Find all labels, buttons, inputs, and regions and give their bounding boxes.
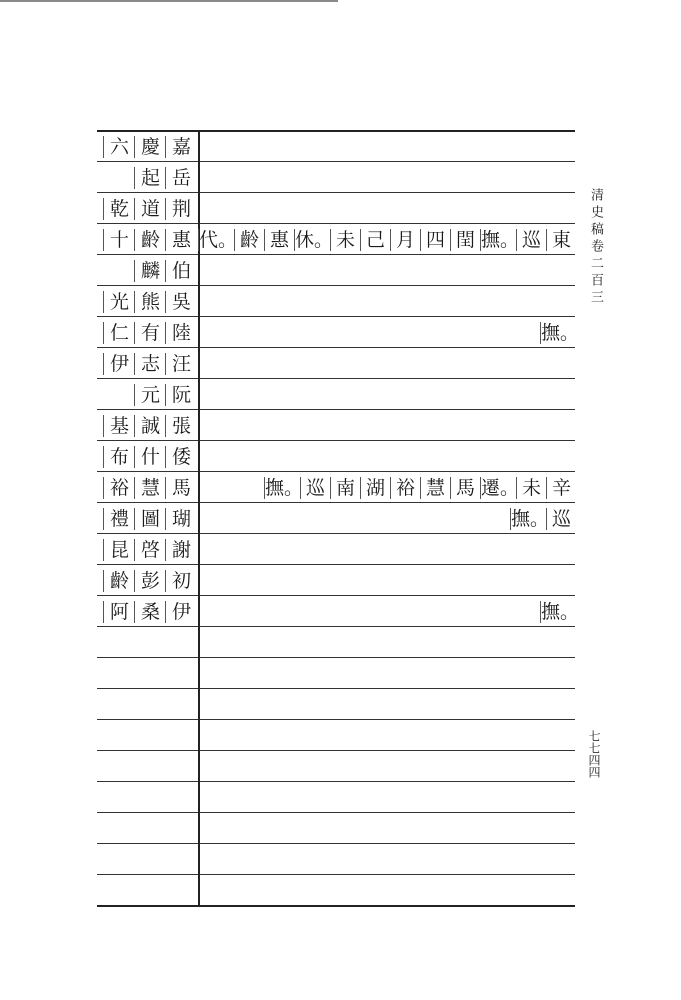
name-character: 慶 [134,136,165,158]
name-character: 彭 [134,570,165,592]
row-rule [97,657,575,658]
name-character: 十 [103,229,134,251]
name-character: 圖 [134,508,165,530]
name-character: 慧 [134,477,165,499]
record-character: 撫。 [265,476,304,499]
row-rule [97,905,575,907]
record-character: 惠 [264,229,294,251]
row-rule [97,812,575,813]
name-character: 裕 [103,477,134,499]
name-character: 起 [134,167,165,189]
name-character: 初 [165,570,196,592]
official-name-cell [100,286,196,317]
name-character: 有 [134,322,165,344]
appointment-record [264,472,576,503]
official-name-cell [100,317,196,348]
name-character: 乾 [103,198,134,220]
official-name-cell [100,379,196,410]
record-character: 閏 [450,229,480,251]
name-character: 張 [165,415,196,437]
official-name-cell [100,224,196,255]
row-rule [97,781,575,782]
record-character: 齡 [234,229,264,251]
official-name-cell [100,534,196,565]
name-character: 桑 [134,601,165,623]
record-character: 撫。 [481,228,520,251]
official-name-cell [100,565,196,596]
name-character: 嘉 [165,136,196,158]
official-name-cell [100,596,196,627]
name-character: 道 [134,198,165,220]
name-character: 馬 [165,477,196,499]
official-name-cell [100,131,196,162]
book-title-margin: 清史稿卷二百三 [588,188,603,307]
name-character: 麟 [134,260,165,282]
name-character: 誠 [134,415,165,437]
record-character: 四 [420,229,450,251]
name-character: 禮 [103,508,134,530]
appointment-record [510,503,576,534]
name-character: 伯 [165,260,196,282]
name-character: 元 [134,384,165,406]
record-character: 撫。 [541,321,580,344]
name-character: 布 [103,446,134,468]
name-character: 吳 [165,291,196,313]
official-name-cell [100,410,196,441]
name-character: 齡 [134,229,165,251]
appointment-record [198,224,576,255]
appointment-record [540,596,580,627]
record-character: 代。 [199,228,238,251]
name-character: 謝 [165,539,196,561]
name-character: 伊 [165,601,196,623]
name-character: 什 [134,446,165,468]
record-character: 巡 [300,477,330,499]
record-character: 月 [390,229,420,251]
name-character: 齡 [103,570,134,592]
name-character: 基 [103,415,134,437]
record-character: 未 [330,229,360,251]
record-character: 巡 [546,508,576,530]
name-character: 荆 [165,198,196,220]
name-character: 志 [134,353,165,375]
record-character: 遷。 [481,476,520,499]
record-character: 東 [546,229,576,251]
name-character: 伊 [103,353,134,375]
record-character: 南 [330,477,360,499]
official-name-cell [100,348,196,379]
official-name-cell [100,503,196,534]
official-name-cell [100,472,196,503]
official-name-cell [100,255,196,286]
name-character: 阮 [165,384,196,406]
name-character: 昆 [103,539,134,561]
name-character: 陸 [165,322,196,344]
name-character: 六 [103,136,134,158]
record-character: 湖 [360,477,390,499]
row-rule [97,750,575,751]
record-character: 裕 [390,477,420,499]
record-character: 休。 [295,228,334,251]
name-character: 啓 [134,539,165,561]
name-character: 岳 [165,167,196,189]
record-character: 己 [360,229,390,251]
record-character: 未 [516,477,546,499]
name-character: 汪 [165,353,196,375]
row-rule [97,688,575,689]
row-rule [97,843,575,844]
row-rule [97,874,575,875]
record-character: 辛 [546,477,576,499]
record-character: 巡 [516,229,546,251]
row-rule [97,719,575,720]
official-name-cell [100,193,196,224]
record-character: 撫。 [511,507,550,530]
name-character: 惠 [165,229,196,251]
page-number: 七七四四 [587,730,601,778]
record-character: 慧 [420,477,450,499]
record-character: 馬 [450,477,480,499]
official-name-cell [100,441,196,472]
name-character: 仁 [103,322,134,344]
appointment-record [540,317,580,348]
name-character: 瑚 [165,508,196,530]
name-character: 阿 [103,601,134,623]
name-character: 熊 [134,291,165,313]
name-character: 倭 [165,446,196,468]
record-character: 撫。 [541,600,580,623]
official-name-cell [100,162,196,193]
name-character: 光 [103,291,134,313]
